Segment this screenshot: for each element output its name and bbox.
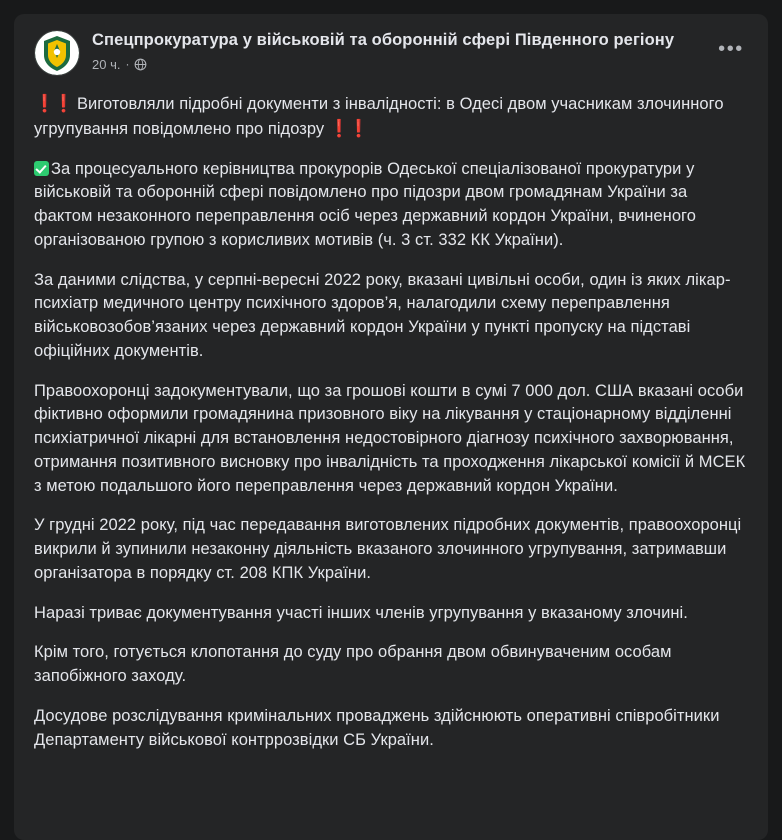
post-paragraph-6: Наразі триває документування участі інших членів угрупування у вказаному злочині.: [34, 603, 688, 622]
post-card: [14, 14, 768, 840]
post-paragraph-headline: [34, 92, 748, 142]
globe-icon: [134, 58, 147, 71]
page-title[interactable]: Спецпрокуратура у військовій та оборонній сфері Південного регіону: [92, 31, 675, 49]
post-timestamp[interactable]: 20 ч.: [92, 56, 121, 72]
double-exclamation-emoji: ❗❗: [34, 94, 73, 113]
post-header: [34, 30, 748, 76]
post-body: [34, 92, 748, 752]
post-paragraph-text: Виготовляли підробні документи з інвалідності: в Одесі двом учасникам злочинного угрупування повідомлено про підозру: [34, 95, 724, 138]
post-paragraph-3: За даними слідства, у серпні-вересні 2022 року, вказані цивільні особи, один із яких лікар-психіатр медичного центру психічного здоров’я, налагодили схему переправлення військовозобов’язаних через державний кордон України у пункті пропуску на підставі офіційних документів.: [34, 270, 731, 360]
green-check-emoji: [34, 161, 49, 176]
post-paragraph-5: У грудні 2022 року, під час передавання виготовлених підробних документів, правоохоронці викрили й зупинили незаконну діяльність вказаного злочинного угрупування, затримавши організатора в порядку ст. 208 КПК України.: [34, 516, 742, 582]
post-header-text: [92, 30, 748, 72]
meta-separator: ·: [125, 57, 130, 72]
post-paragraph-2: [34, 158, 748, 253]
post-meta: [92, 57, 702, 72]
double-exclamation-emoji: ❗❗: [328, 118, 368, 138]
post-paragraph-7: Крім того, готується клопотання до суду про обрання двом обвинуваченим особам запобіжного заходу.: [34, 643, 672, 685]
avatar[interactable]: [34, 30, 80, 76]
post-paragraph-4: Правоохоронці задокументували, що за грошові кошти в сумі 7 000 дол. США вказані особи фіктивно оформили громадянина призовного віку на лікування у стаціонарному відділенні психіатричної лікарні для встановлення недостовірного діагнозу психічного захворювання, отримання позитивного висновку про інвалідність та проходження лікарської комісії й МСЕК з метою подальшого його переправлення через державний кордон України.: [34, 381, 746, 495]
more-options-icon[interactable]: •••: [718, 38, 744, 60]
post-paragraph-8: Досудове розслідування кримінальних проваджень здійснюють оперативні співробітники Департаменту військової контррозвідки СБ України.: [34, 706, 720, 749]
post-paragraph-text: За процесуального керівництва прокурорів Одеської спеціалізованої прокуратури у військовій та оборонній сфері повідомлено про підозри двом громадянам України за фактом незаконного переправлення осіб через державний кордон України, вчиненого організованою групою з корисливих мотивів (ч. 3 ст. 332 КК України).: [34, 159, 696, 249]
